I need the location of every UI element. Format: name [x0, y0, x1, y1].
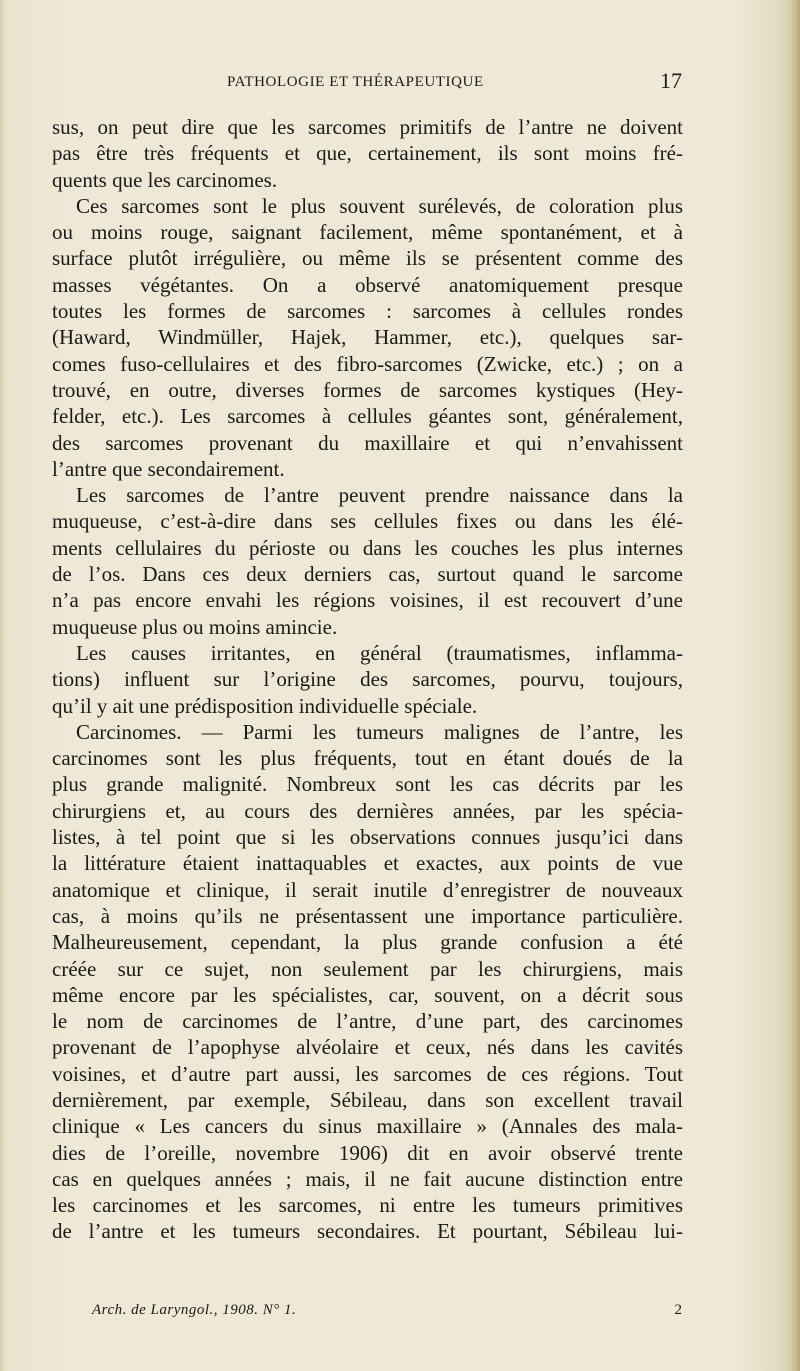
text-line: anatomique et clinique, il serait inutile d’enregistrer de nouveaux [52, 877, 683, 902]
text-line: sus, on peut dire que les sarcomes primitifs de l’antre ne doivent [52, 115, 683, 139]
text-line: Ces sarcomes sont le plus souvent surélevés, de coloration plus [76, 193, 683, 218]
body-text [52, 114, 683, 1245]
text-line: ments cellulaires du périoste ou dans les couches les plus internes [52, 535, 683, 560]
text-line: créée sur ce sujet, non seulement par les chirurgiens, mais [52, 956, 683, 981]
signature-mark: 2 [674, 1302, 682, 1318]
journal-citation: Arch. de Laryngol., 1908. N° 1. [92, 1302, 297, 1318]
text-line: plus grande malignité. Nombreux sont les cas décrits par les [52, 772, 683, 797]
text-line: dies de l’oreille, novembre 1906) dit en avoir observé trente [52, 1140, 683, 1165]
running-head: PATHOLOGIE ET THÉRAPEUTIQUE [227, 74, 484, 90]
text-line: dernièrement, par exemple, Sébileau, dans son excellent travail [52, 1087, 683, 1112]
page-right-edge [790, 0, 800, 1371]
text-line: de l’os. Dans ces deux derniers cas, surtout quand le sarcome [52, 562, 683, 587]
text-line: cas en quelques années ; mais, il ne fait aucune distinction entre [52, 1166, 683, 1191]
text-line: Malheureusement, cependant, la plus grande confusion a été [52, 930, 683, 955]
text-line: chirurgiens et, au cours des dernières années, par les spécia- [52, 798, 683, 823]
text-line: tions) influent sur l’origine des sarcomes, pourvu, toujours, [52, 667, 683, 692]
text-line: Les sarcomes de l’antre peuvent prendre naissance dans la [76, 483, 683, 508]
text-line: Carcinomes. — Parmi les tumeurs malignes de l’antre, les [76, 719, 683, 744]
text-line: qu’il y ait une prédisposition individuelle spéciale. [52, 693, 478, 718]
text-line: la littérature étaient inattaquables et exactes, aux points de vue [52, 851, 683, 876]
text-line: voisines, et d’autre part aussi, les sarcomes de ces régions. Tout [52, 1061, 683, 1086]
text-line: muqueuse plus ou moins amincie. [52, 614, 338, 639]
text-line: l’antre que secondairement. [52, 456, 285, 481]
text-line: listes, à tel point que si les observations connues jusqu’ici dans [52, 825, 683, 850]
text-line: masses végétantes. On a observé anatomiquement presque [52, 272, 683, 297]
text-line: felder, etc.). Les sarcomes à cellules géantes sont, généralement, [52, 404, 683, 429]
text-line: de l’antre et les tumeurs secondaires. Et pourtant, Sébileau lui- [52, 1219, 683, 1244]
text-line: Les causes irritantes, en général (traumatismes, inflamma- [76, 640, 683, 665]
text-line: quents que les carcinomes. [52, 167, 278, 192]
text-line: le nom de carcinomes de l’antre, d’une part, des carcinomes [52, 1009, 683, 1034]
text-line: comes fuso-cellulaires et des fibro-sarcomes (Zwicke, etc.) ; on a [52, 351, 683, 376]
page-number: 17 [660, 68, 682, 93]
text-line: ou moins rouge, saignant facilement, même spontanément, et à [52, 220, 683, 245]
text-line: carcinomes sont les plus fréquents, tout en étant doués de la [52, 746, 683, 771]
text-line: cas, à moins qu’ils ne présentassent une importance particulière. [52, 903, 683, 928]
page-left-edge [0, 0, 6, 1371]
text-line: provenant de l’apophyse alvéolaire et ceux, nés dans les cavités [52, 1035, 683, 1060]
text-line: muqueuse, c’est-à-dire dans ses cellules fixes ou dans les élé- [52, 509, 683, 534]
text-line: surface plutôt irrégulière, ou même ils se présentent comme des [52, 246, 683, 271]
text-line: des sarcomes provenant du maxillaire et qui n’envahissent [52, 430, 683, 455]
text-line: pas être très fréquents et que, certainement, ils sont moins fré- [52, 141, 683, 166]
text-line: n’a pas encore envahi les régions voisines, il est recouvert d’une [52, 588, 683, 613]
text-line: clinique « Les cancers du sinus maxillaire » (Annales des mala- [52, 1114, 683, 1139]
text-line: trouvé, en outre, diverses formes de sarcomes kystiques (Hey- [52, 377, 683, 402]
text-line: (Haward, Windmüller, Hajek, Hammer, etc.), quelques sar- [52, 325, 683, 350]
page-footer [92, 1302, 682, 1326]
text-line: toutes les formes de sarcomes : sarcomes à cellules rondes [52, 299, 683, 324]
page-header [52, 68, 682, 100]
text-line: les carcinomes et les sarcomes, ni entre les tumeurs primitives [52, 1193, 683, 1218]
text-line: même encore par les spécialistes, car, souvent, on a décrit sous [52, 982, 683, 1007]
